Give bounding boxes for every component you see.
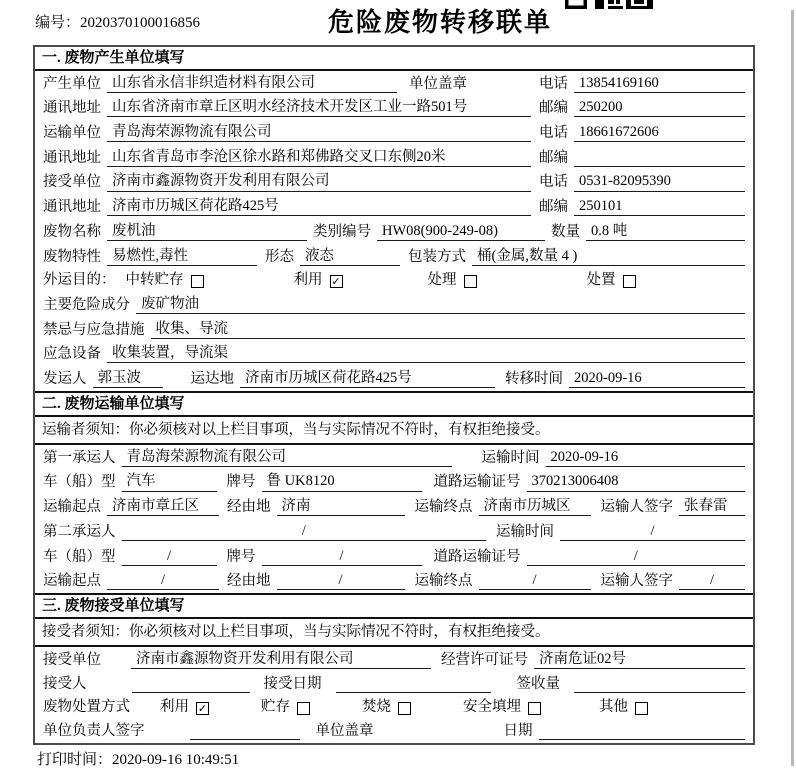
accept-unit-value: 济南市鑫源物资开发利用有限公司 [131, 650, 431, 669]
receiver-phone-value: 0531-82095390 [574, 172, 745, 191]
character-label: 废物特性 [43, 248, 101, 265]
acceptor-value [132, 692, 250, 693]
address-label: 通讯地址 [43, 100, 101, 117]
quantity-label: 数量 [551, 223, 580, 240]
taboo-label: 禁忌与应急措施 [43, 321, 145, 338]
carrier1-value: 青岛海荣源物流有限公司 [122, 448, 452, 467]
producer-phone-value: 13854169160 [574, 74, 745, 93]
receiver-row [35, 170, 753, 195]
head-sign-label: 单位负责人签字 [43, 723, 145, 740]
disposal-label: 废物处置方式 [43, 699, 130, 716]
transfer-time-label: 转移时间 [505, 371, 563, 388]
carrier2-label: 第二承运人 [43, 523, 116, 540]
carrier2-license-value: / [527, 547, 746, 566]
purpose-option-use [294, 271, 343, 289]
vehicle-type-label: 车（船）型 [43, 548, 116, 565]
option-label: 处理 [427, 272, 457, 289]
packing-label: 包装方式 [408, 248, 466, 265]
zip-label: 邮编 [539, 149, 568, 166]
origin-label: 运输起点 [43, 573, 101, 590]
serial-value: 2020370100016856 [80, 15, 201, 31]
end-label: 运输终点 [414, 499, 473, 516]
address-label: 通讯地址 [43, 149, 101, 166]
signed-amount-label: 签收量 [516, 675, 560, 692]
page-title: 危险废物转移联单 [328, 8, 553, 37]
carrier2-origin-value: / [107, 571, 219, 590]
packing-value: 桶(金属,数量 4 ) [472, 247, 745, 266]
burn-checkbox[interactable] [398, 702, 411, 715]
phone-label: 电话 [539, 174, 568, 191]
date-value [539, 739, 746, 740]
transfer-purpose-row [35, 269, 753, 293]
transporter-phone-value: 18661672606 [574, 123, 745, 142]
option-label: 利用 [293, 272, 323, 289]
storage-checkbox[interactable] [191, 275, 204, 288]
treat-checkbox[interactable] [464, 275, 477, 288]
transport-time-label: 运输时间 [481, 449, 540, 466]
shipper-label: 发运人 [43, 371, 87, 388]
hazard-label: 主要危险成分 [43, 296, 130, 313]
carrier1-via-value: 济南 [277, 497, 405, 516]
carrier1-vehicle-row [35, 470, 753, 495]
carrier1-label: 第一承运人 [43, 449, 116, 466]
disposal-option-burn [362, 698, 411, 716]
transporter-row [35, 120, 753, 145]
via-label: 经由地 [227, 573, 271, 590]
other-checkbox[interactable] [635, 702, 648, 715]
receiver-value: 济南市鑫源物资开发利用有限公司 [107, 172, 531, 191]
transporter-label: 运输单位 [43, 124, 101, 141]
producer-label: 产生单位 [43, 75, 101, 92]
shipper-row [35, 366, 753, 391]
carrier2-route-row [35, 569, 753, 594]
dispose-checkbox[interactable] [623, 275, 636, 288]
taboo-value: 收集、导流 [151, 320, 746, 339]
transfer-time-value: 2020-09-16 [569, 369, 745, 388]
section-3-header: 三. 废物接受单位填写 [35, 593, 753, 619]
address-label: 通讯地址 [43, 199, 101, 216]
head-sign-row [35, 719, 753, 743]
receiver-notice: 接受者须知：你必须核对以上栏目事项，当与实际情况不符时，有权拒绝接受。 [35, 619, 753, 647]
purpose-label: 外运目的： [43, 272, 116, 289]
carrier1-vehicle-value: 汽车 [122, 472, 217, 491]
hazard-component-row [35, 292, 753, 317]
signed-amount-value [574, 692, 745, 693]
transporter-zip-value [574, 166, 745, 167]
purpose-option-treat [428, 271, 477, 289]
print-time [37, 748, 239, 768]
serial-label: 编号： [35, 15, 81, 31]
section-1-header: 一. 废物产生单位填写 [35, 47, 753, 71]
destination-label: 运达地 [190, 371, 234, 388]
form-value: 液态 [300, 247, 400, 266]
receiver-label: 接受单位 [43, 174, 101, 191]
waste-name-row [35, 219, 753, 244]
waste-name-value: 废机油 [107, 222, 307, 241]
carrier2-end-value: / [479, 571, 591, 590]
shipper-value: 郭玉波 [93, 369, 163, 388]
unit-seal-label: 单位盖章 [315, 723, 374, 740]
acceptor-row [35, 672, 753, 696]
carrier2-sign-value: / [679, 571, 745, 590]
producer-address-value: 山东省济南市章丘区明水经济技术开发区工业一路501号 [107, 98, 531, 117]
disposal-option-other [599, 698, 648, 716]
transporter-address-value: 山东省青岛市李沧区徐水路和郑佛路交叉口东侧20米 [107, 148, 531, 167]
option-label: 焚烧 [362, 699, 391, 716]
plate-label: 牌号 [226, 474, 256, 491]
carrier1-route-row [35, 495, 753, 520]
option-label: 安全填埋 [463, 699, 521, 716]
option-label: 贮存 [261, 699, 290, 716]
waste-name-label: 废物名称 [43, 223, 101, 240]
disposal-method-row [35, 696, 753, 720]
carrier2-plate-value: / [262, 547, 422, 566]
print-time-label: 打印时间： [37, 752, 113, 768]
taboo-measures-row [35, 317, 753, 342]
vehicle-type-label: 车（船）型 [43, 474, 116, 491]
producer-zip-value: 250200 [574, 98, 745, 117]
carrier1-row [35, 445, 753, 470]
option-label: 利用 [160, 699, 189, 716]
store-checkbox[interactable] [297, 702, 310, 715]
carrier2-time-value: / [560, 522, 745, 541]
purpose-option-dispose [587, 271, 636, 289]
hazard-value: 废矿物油 [136, 295, 745, 314]
carrier1-end-value: 济南市历城区 [479, 497, 591, 516]
disposal-option-store [261, 698, 310, 716]
producer-address-row [35, 96, 753, 121]
quantity-value: 0.8 吨 [586, 222, 745, 241]
accept-unit-label: 接受单位 [43, 651, 101, 668]
producer-value: 山东省永信非织造材料有限公司 [107, 74, 397, 93]
emergency-equipment-row [35, 342, 753, 367]
section-2-header: 二. 废物运输单位填写 [35, 391, 753, 417]
category-label: 类别编号 [313, 223, 371, 240]
transporter-sign-label: 运输人签字 [600, 499, 673, 516]
receiver-address-row [35, 195, 753, 220]
transporter-value: 青岛海荣源物流有限公司 [107, 123, 531, 142]
accept-date-label: 接受日期 [263, 675, 322, 692]
use-checkbox[interactable]: ✓ [331, 275, 341, 289]
acceptor-label: 接受人 [43, 675, 87, 692]
carrier2-via-value: / [277, 571, 405, 590]
transporter-address-row [35, 145, 753, 170]
destination-value: 济南市历城区荷花路425号 [240, 369, 495, 388]
receiver-address-value: 济南市历城区荷花路425号 [107, 197, 531, 216]
plate-label: 牌号 [226, 548, 256, 565]
carrier2-value: / [122, 522, 487, 541]
accept-date-value [336, 692, 491, 693]
carrier1-sign-value: 张春雷 [679, 497, 745, 516]
permit-value: 济南危证02号 [534, 650, 745, 669]
equipment-label: 应急设备 [43, 346, 101, 363]
origin-label: 运输起点 [43, 499, 101, 516]
character-value: 易燃性,毒性 [107, 247, 257, 266]
receiver-zip-value: 250101 [574, 197, 745, 216]
purpose-option-storage [126, 271, 204, 289]
end-label: 运输终点 [414, 573, 473, 590]
zip-label: 邮编 [539, 199, 568, 216]
accept-unit-row [35, 647, 753, 672]
disposal-option-use [160, 698, 209, 716]
transport-time-label: 运输时间 [496, 523, 554, 540]
waste-character-row [35, 244, 753, 269]
use-checkbox[interactable]: ✓ [197, 702, 208, 716]
date-label: 日期 [503, 723, 533, 740]
carrier2-row [35, 519, 753, 544]
qr-code-fragment [565, 0, 653, 9]
carrier1-license-value: 370213006408 [527, 472, 746, 491]
producer-row [35, 71, 753, 96]
option-label: 其他 [599, 699, 628, 716]
print-time-value: 2020-09-16 10:49:51 [112, 752, 240, 768]
disposal-option-landfill [463, 698, 541, 716]
unit-seal-label: 单位盖章 [409, 75, 467, 92]
option-label: 处置 [586, 272, 616, 289]
category-value: HW08(900-249-08) [377, 222, 545, 241]
via-label: 经由地 [227, 499, 271, 516]
carrier1-plate-value: 鲁 UK8120 [262, 472, 422, 491]
serial-number [35, 11, 200, 32]
option-label: 中转贮存 [125, 272, 184, 289]
carrier1-origin-value: 济南市章丘区 [107, 497, 219, 516]
landfill-checkbox[interactable] [528, 702, 541, 715]
phone-label: 电话 [539, 75, 568, 92]
page-edge-divider [791, 10, 794, 766]
equipment-value: 收集装置，导流渠 [107, 344, 745, 363]
transporter-notice: 运输者须知：你必须核对以上栏目事项，当与实际情况不符时，有权拒绝接受。 [35, 417, 753, 445]
manifest-table [33, 45, 755, 745]
carrier1-time-value: 2020-09-16 [546, 448, 746, 467]
form-label: 形态 [265, 248, 294, 265]
transporter-sign-label: 运输人签字 [600, 573, 673, 590]
road-license-label: 道路运输证号 [433, 548, 521, 565]
permit-label: 经营许可证号 [441, 651, 528, 668]
zip-label: 邮编 [539, 100, 568, 117]
phone-label: 电话 [539, 124, 568, 141]
carrier2-vehicle-value: / [122, 547, 217, 566]
road-license-label: 道路运输证号 [433, 474, 521, 491]
carrier2-vehicle-row [35, 544, 753, 569]
head-sign-value [190, 739, 300, 740]
